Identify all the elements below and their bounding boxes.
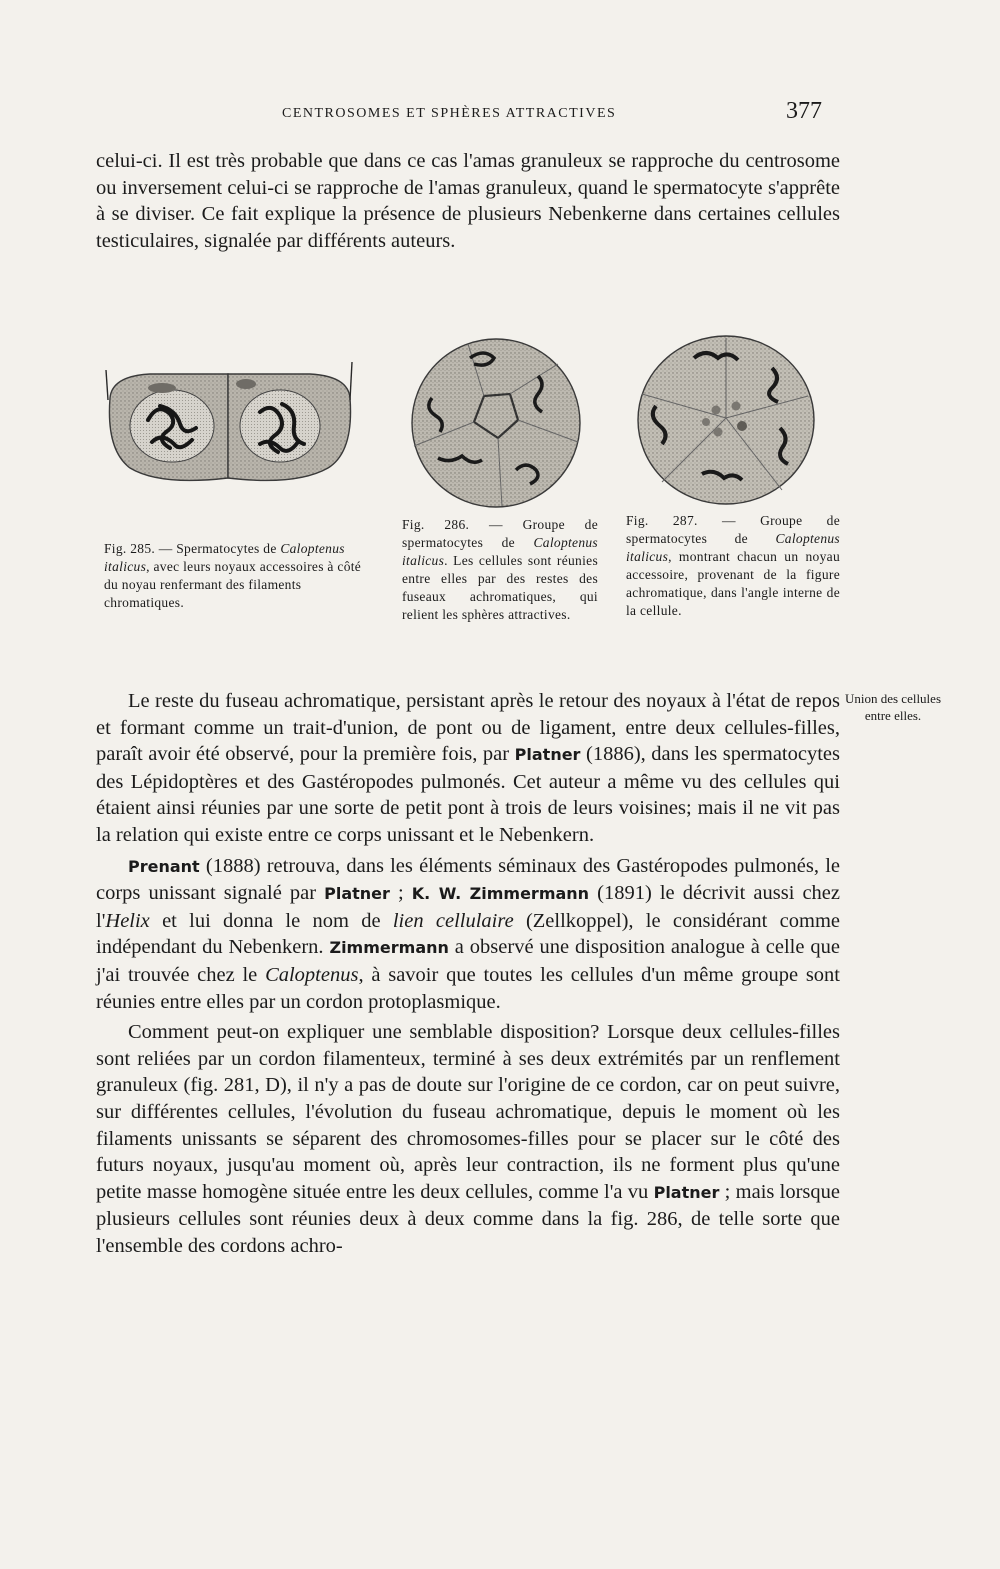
p2-text-g: , à savoir que toutes les cellules d'un même groupe sont réunies entre elles par un cordon protoplasmique. xyxy=(96,963,841,1013)
p3-text-a: Comment peut-on expliquer une semblable disposition? Lorsque deux cellules-filles sont reliées par un cordon filamenteux, terminé à ses deux extrémités par un renflement granuleux (fig. 281, D), il n'y a pas de doute sur l'origine de ce cordon, car on peut suivre, sur différentes cellules, l'évolution du fuseau achromatique, depuis le moment où les filaments unissants se séparent des chromosomes-filles pour se placer sur le côté des futurs noyaux, jusqu'au moment où, après leur contraction, ils ne forment plus qu'une petite masse homogène située entre les deux cellules, comme l'a vu xyxy=(96,1021,840,1203)
paragraph-3 xyxy=(96,1019,840,1259)
fig287-rest: , montrant chacun un noyau accessoire, provenant de la figure achromatique, dans l'angle interne de la cellule. xyxy=(626,549,840,618)
fig285-rest: , avec leurs noyaux accessoires à côté du noyau renfermant des filaments chromatiques. xyxy=(104,559,362,610)
author-platner: Platner xyxy=(324,884,390,904)
p2-text-d: et lui donna le nom de xyxy=(149,909,393,932)
paragraph-continuation: celui-ci. Il est très probable que dans ce cas l'amas granuleux se rapproche du centrosome ou inversement celui-ci se rapproche de l'amas granuleux, quand le spermatocyte s'apprête à se diviser. Ce fait explique la présence de plusieurs Nebenkerne dans certaines cellules testiculaires, signalée par différents auteurs. xyxy=(96,150,840,252)
p2-text-e: (Zellkoppel), le considérant comme indépendant du Nebenkern. xyxy=(96,909,840,959)
author-platner: Platner xyxy=(653,1182,720,1202)
author-prenant: Prenant xyxy=(128,856,200,876)
italic-caloptenus: Caloptenus xyxy=(265,963,359,986)
fig285-label: Fig. 285. — Spermatocytes de xyxy=(104,541,281,556)
p2-text-b: ; xyxy=(389,882,412,905)
p1-text-a: Le reste du fuseau achromatique, persistant après le retour des noyaux à l'état de repos et formant comme un trait-d'union, de pont ou de ligament, entre deux cellules-filles, paraît avoir été observé, pour la première fois, par xyxy=(96,690,840,766)
margin-note: Union des cellules entre elles. xyxy=(844,691,942,723)
figure-287-caption xyxy=(626,512,840,620)
p1-text-b: (1886), dans les spermatocytes des Lépidoptères et des Gastéropodes pulmonés. Cet auteur a même vu des cellules qui étaient ainsi réunies par une sorte de petit pont à trois de leurs voisines; mais il ne vit pas la relation qui existe entre ce corps unissant et le Nebenkern. xyxy=(96,743,840,846)
page-number: 377 xyxy=(786,98,822,124)
italic-lien-cellulaire: lien cellulaire xyxy=(392,909,514,932)
paragraph-1 xyxy=(96,688,840,849)
fig285-species: Caloptenus italicus xyxy=(104,541,345,574)
p3-text-b: ; mais lorsque plusieurs cellules sont réunies deux à deux comme dans la fig. 286, de telle sorte que l'ensemble des cordons achro- xyxy=(96,1180,840,1257)
figure-285-caption xyxy=(104,540,364,612)
author-zimmermann-2: Zimmermann xyxy=(329,938,449,958)
p2-text-a: (1888) retrouva, dans les éléments séminaux des Gastéropodes pulmonés, le corps unissant signalé par xyxy=(96,854,840,905)
figure-286-illustration xyxy=(398,336,594,510)
running-head: CENTROSOMES ET SPHÈRES ATTRACTIVES xyxy=(282,106,617,121)
fig287-label: Fig. 287. — Groupe de spermatocytes de xyxy=(626,513,840,546)
figure-287-illustration xyxy=(632,332,820,508)
fig286-label: Fig. 286. — Groupe de spermatocytes de xyxy=(402,517,598,550)
paragraph-2 xyxy=(96,853,840,1016)
figure-286-caption xyxy=(402,516,598,624)
author-platner: Platner xyxy=(514,745,581,765)
fig286-rest: . Les cellules sont réunies entre elles par des restes des fuseaux achromatiques, qui relient les sphères attractives. xyxy=(402,553,598,622)
fig286-species: Caloptenus italicus xyxy=(402,535,598,568)
author-zimmermann: K. W. Zimmermann xyxy=(411,884,590,904)
figure-285-illustration xyxy=(100,360,362,492)
top-paragraph-block xyxy=(96,148,840,254)
main-text-block xyxy=(96,688,840,1259)
fig287-species: Caloptenus italicus xyxy=(626,531,840,564)
p2-text-f: a observé une disposition analogue à celle que j'ai trouvée chez le xyxy=(96,936,840,986)
p2-text-c: (1891) le décrivit aussi chez l' xyxy=(96,882,841,932)
italic-helix: Helix xyxy=(105,909,150,932)
